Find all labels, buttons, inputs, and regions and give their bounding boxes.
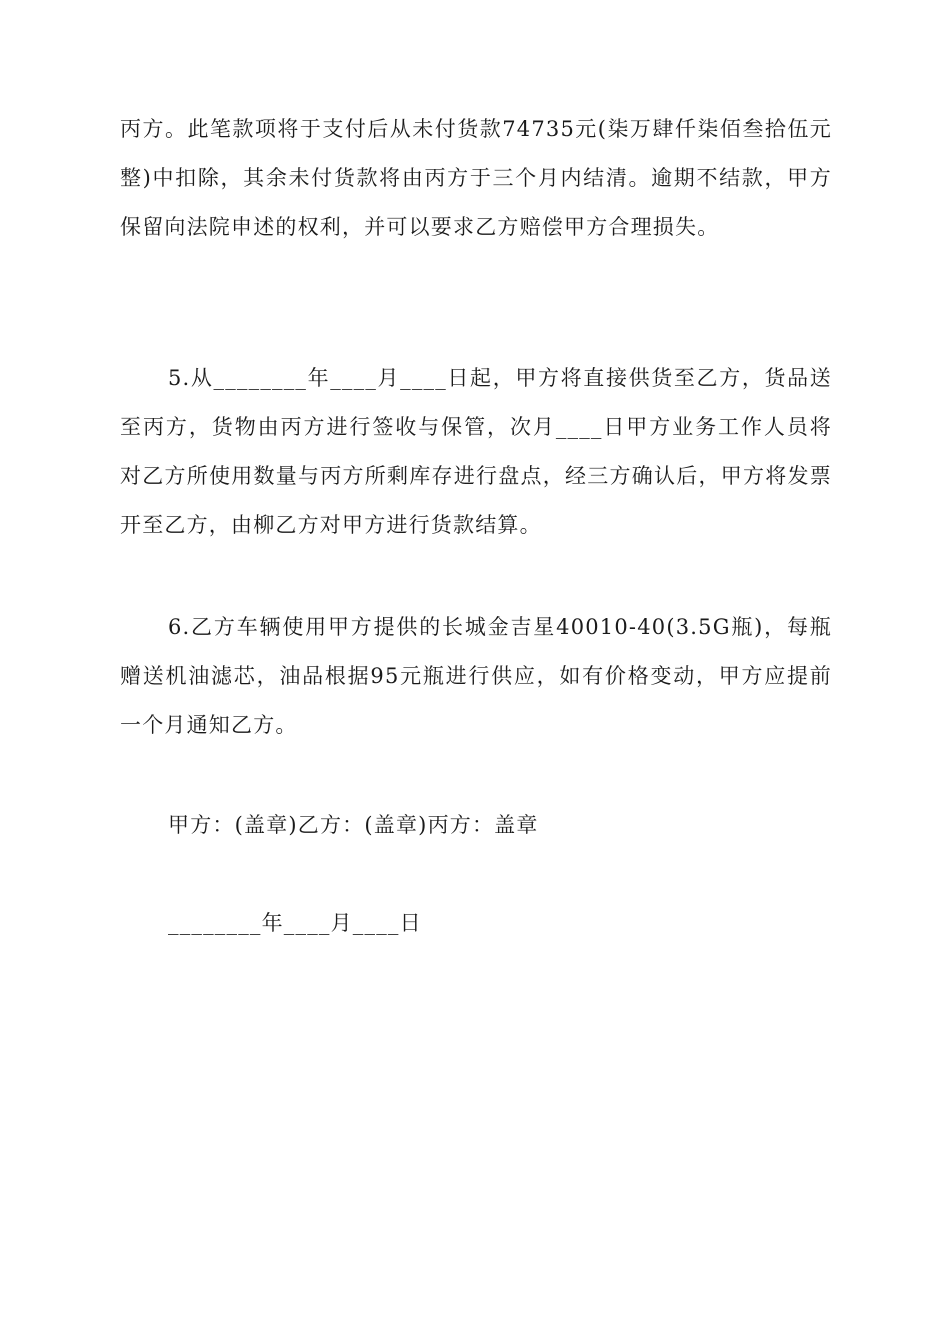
paragraph-clause-5: 5.从________年____月____日起，甲方将直接供货至乙方，货品送至丙方，货物由丙方进行签收与保管，次月____日甲方业务工作人员将对乙方所使用数量与丙方所剩库存进行盘点，经三方确认后，甲方将发票开至乙方，由柳乙方对甲方进行货款结算。 — [120, 366, 832, 537]
signature-line: 甲方：(盖章)乙方：(盖章)丙方：盖章 — [168, 813, 539, 837]
date-line: ________年____月____日 — [168, 911, 422, 935]
paragraph-clause-6: 6.乙方车辆使用甲方提供的长城金吉星40010-40(3.5G瓶)，每瓶赠送机油滤芯，油品根据95元瓶进行供应，如有价格变动，甲方应提前一个月通知乙方。 — [120, 615, 832, 737]
paragraph-payment-terms: 丙方。此笔款项将于支付后从未付货款74735元(柒万肆仟柒佰叁拾伍元整)中扣除，其余未付货款将由丙方于三个月内结清。逾期不结款，甲方保留向法院申述的权利，并可以要求乙方赔偿甲方合理损失。 — [120, 117, 832, 239]
